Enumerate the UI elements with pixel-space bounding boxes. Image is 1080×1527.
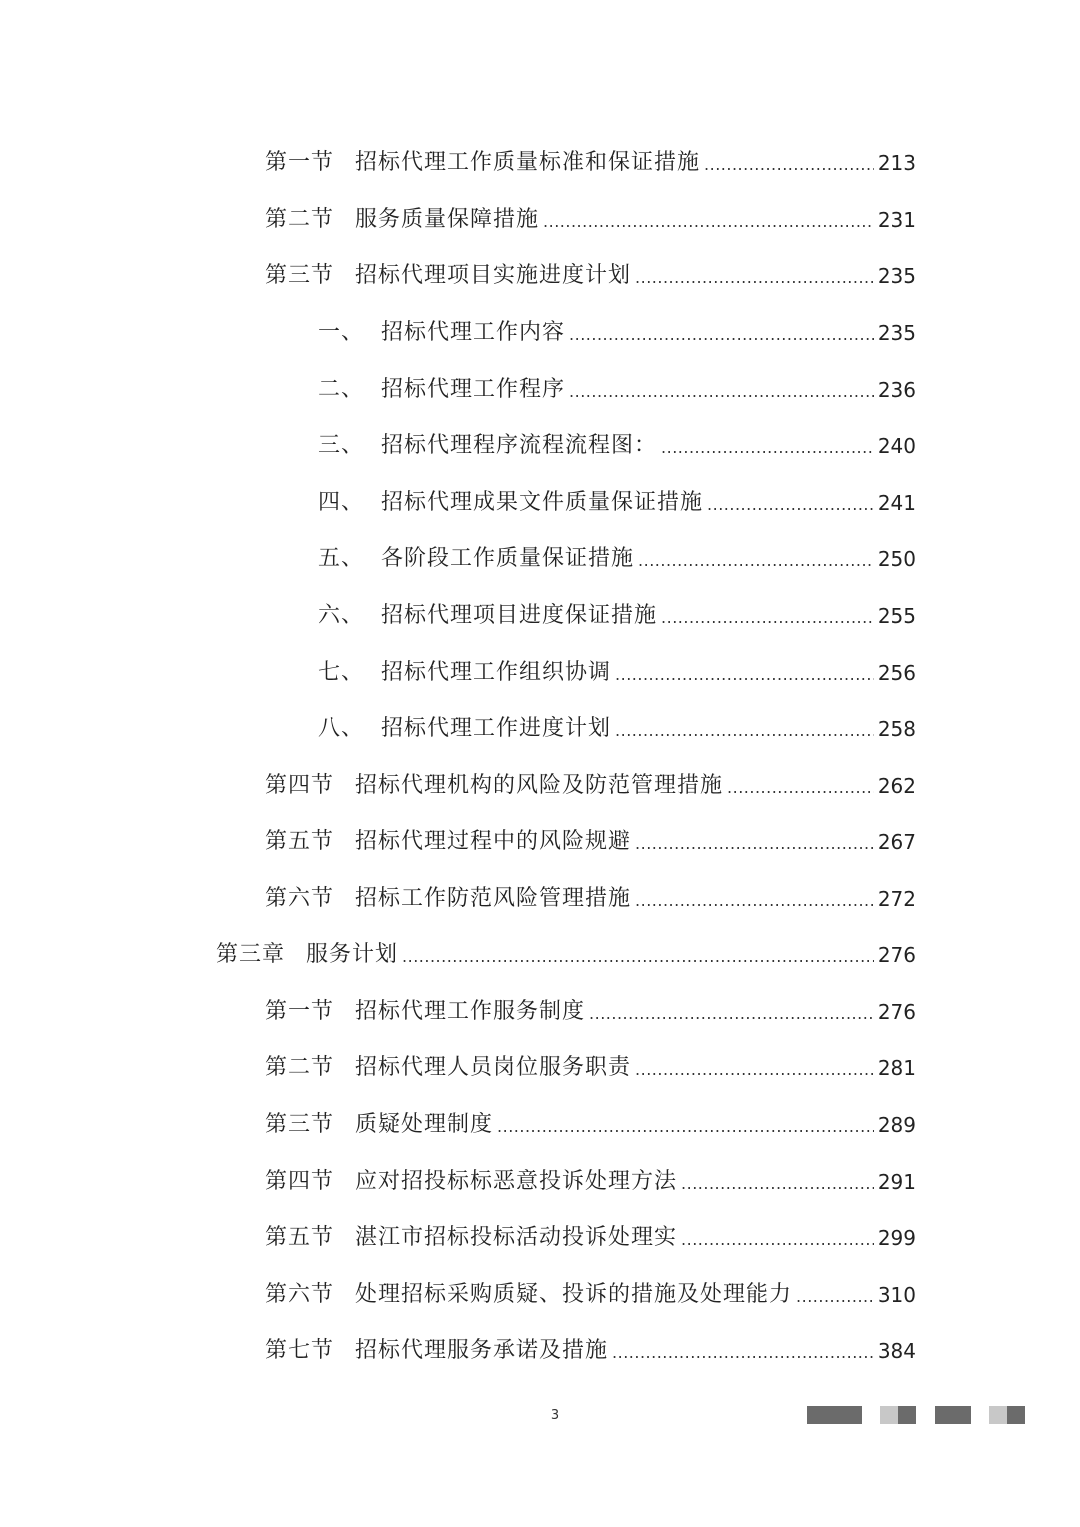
toc-entry-title: 各阶段工作质量保证措施 [381, 546, 635, 571]
toc-entry-page: 241 [877, 491, 916, 515]
toc-entry[interactable] [265, 820, 916, 856]
toc-entry[interactable] [265, 141, 916, 177]
toc-entry-number: 第三章 [216, 942, 286, 967]
toc-entry-number: 第六节 [265, 886, 335, 911]
toc-entry[interactable] [318, 594, 916, 630]
toc-dot-leader [727, 772, 874, 800]
toc-entry-title: 招标代理工作程序 [381, 377, 566, 402]
toc-entry[interactable] [318, 651, 916, 687]
toc-entry-page: 256 [877, 661, 916, 685]
toc-chapter-entry[interactable] [216, 933, 916, 969]
toc-entry[interactable] [265, 254, 916, 290]
toc-entry-title: 应对招投标标恶意投诉处理方法 [355, 1169, 678, 1194]
toc-entry-number: 一、 [318, 320, 365, 345]
toc-entry[interactable] [265, 1046, 916, 1082]
deco-block-dark [807, 1406, 862, 1424]
toc-entry-number: 七、 [318, 660, 365, 685]
toc-entry-number: 四、 [318, 490, 365, 515]
toc-entry-title: 招标代理工作进度计划 [381, 716, 612, 741]
toc-dot-leader [569, 319, 874, 347]
toc-entry-page: 281 [877, 1056, 916, 1080]
toc-entry-title: 招标代理项目实施进度计划 [355, 263, 632, 288]
toc-entry-page: 289 [877, 1113, 916, 1137]
toc-entry-page: 236 [877, 378, 916, 402]
toc-entry[interactable] [265, 764, 916, 800]
toc-dot-leader [638, 545, 874, 573]
page-number: 3 [550, 1408, 560, 1423]
toc-entry-page: 262 [877, 774, 916, 798]
deco-block-dark [898, 1406, 916, 1424]
toc-entry-number: 六、 [318, 603, 365, 628]
toc-entry-number: 五、 [318, 546, 365, 571]
toc-entry-title: 招标代理服务承诺及措施 [355, 1338, 609, 1363]
toc-dot-leader [681, 1224, 874, 1252]
toc-entry-title: 招标代理工作质量标准和保证措施 [355, 150, 701, 175]
toc-entry-title: 招标代理工作服务制度 [355, 999, 586, 1024]
toc-entry[interactable] [265, 1160, 916, 1196]
toc-entry-page: 272 [877, 887, 916, 911]
toc-entry-number: 八、 [318, 716, 365, 741]
toc-entry-page: 255 [877, 604, 916, 628]
toc-entry-page: 291 [877, 1170, 916, 1194]
toc-entry-title: 招标代理程序流程流程图： [381, 433, 658, 458]
deco-block-dark [1007, 1406, 1025, 1424]
toc-dot-leader [661, 602, 874, 630]
toc-entry-number: 第五节 [265, 1225, 335, 1250]
toc-dot-leader [543, 206, 874, 234]
toc-entry-number: 第七节 [265, 1338, 335, 1363]
toc-entry-title: 处理招标采购质疑、投诉的措施及处理能力 [355, 1282, 793, 1307]
toc-entry[interactable] [318, 707, 916, 743]
deco-block-light [989, 1406, 1007, 1424]
toc-dot-leader [635, 828, 874, 856]
toc-dot-leader [589, 998, 874, 1026]
toc-entry[interactable] [318, 424, 916, 460]
toc-dot-leader [402, 941, 874, 969]
toc-entry-title: 招标代理过程中的风险规避 [355, 829, 632, 854]
toc-entry[interactable] [265, 877, 916, 913]
toc-entry[interactable] [265, 198, 916, 234]
toc-entry[interactable] [265, 990, 916, 1026]
toc-dot-leader [569, 376, 874, 404]
deco-block-light [880, 1406, 898, 1424]
toc-entry-page: 299 [877, 1226, 916, 1250]
toc-entry-page: 384 [877, 1339, 916, 1363]
toc-entry-title: 招标代理人员岗位服务职责 [355, 1055, 632, 1080]
toc-entry-title: 招标代理项目进度保证措施 [381, 603, 658, 628]
toc-dot-leader [707, 489, 874, 517]
toc-entry-number: 第六节 [265, 1282, 335, 1307]
toc-entry-page: 250 [877, 547, 916, 571]
toc-entry-number: 三、 [318, 433, 365, 458]
toc-entry-title: 质疑处理制度 [355, 1112, 494, 1137]
toc-entry[interactable] [265, 1273, 916, 1309]
toc-dot-leader [615, 659, 874, 687]
toc-entry-page: 240 [877, 434, 916, 458]
toc-entry-page: 231 [877, 208, 916, 232]
toc-entry[interactable] [265, 1329, 916, 1365]
toc-entry-title: 招标代理机构的风险及防范管理措施 [355, 773, 724, 798]
toc-entry-title: 招标代理工作内容 [381, 320, 566, 345]
toc-dot-leader [635, 1054, 874, 1082]
toc-dot-leader [612, 1337, 874, 1365]
toc-entry-title: 服务质量保障措施 [355, 207, 540, 232]
toc-dot-leader [497, 1111, 874, 1139]
toc-entry-number: 第五节 [265, 829, 335, 854]
toc-entry-number: 第四节 [265, 1169, 335, 1194]
toc-entry-number: 第三节 [265, 1112, 335, 1137]
toc-entry-number: 第三节 [265, 263, 335, 288]
toc-entry[interactable] [318, 537, 916, 573]
toc-entry-number: 第二节 [265, 207, 335, 232]
toc-entry[interactable] [318, 311, 916, 347]
toc-dot-leader [796, 1281, 874, 1309]
toc-entry-number: 第一节 [265, 150, 335, 175]
toc-dot-leader [704, 149, 874, 177]
toc-entry-number: 第二节 [265, 1055, 335, 1080]
toc-entry[interactable] [265, 1216, 916, 1252]
footer-decoration [805, 1406, 1027, 1424]
toc-entry-number: 第一节 [265, 999, 335, 1024]
toc-entry-number: 二、 [318, 377, 365, 402]
toc-dot-leader [615, 715, 874, 743]
toc-entry-page: 276 [877, 1000, 916, 1024]
toc-entry-title: 招标代理工作组织协调 [381, 660, 612, 685]
toc-dot-leader [635, 885, 874, 913]
toc-dot-leader [661, 432, 874, 460]
toc-entry-page: 267 [877, 830, 916, 854]
toc-dot-leader [635, 262, 874, 290]
toc-entry[interactable] [265, 1103, 916, 1139]
toc-entry-title: 湛江市招标投标活动投诉处理实 [355, 1225, 678, 1250]
toc-entry-title: 服务计划 [306, 942, 399, 967]
toc-entry[interactable] [318, 368, 916, 404]
deco-block-dark [935, 1406, 971, 1424]
toc-entry-number: 第四节 [265, 773, 335, 798]
toc-entry-page: 258 [877, 717, 916, 741]
toc-entry-page: 235 [877, 321, 916, 345]
toc-entry-title: 招标工作防范风险管理措施 [355, 886, 632, 911]
toc-entry-title: 招标代理成果文件质量保证措施 [381, 490, 704, 515]
toc-entry-page: 213 [877, 151, 916, 175]
toc-entry[interactable] [318, 481, 916, 517]
toc-entry-page: 310 [877, 1283, 916, 1307]
toc-dot-leader [681, 1168, 874, 1196]
toc-entry-page: 276 [877, 943, 916, 967]
toc-entry-page: 235 [877, 264, 916, 288]
